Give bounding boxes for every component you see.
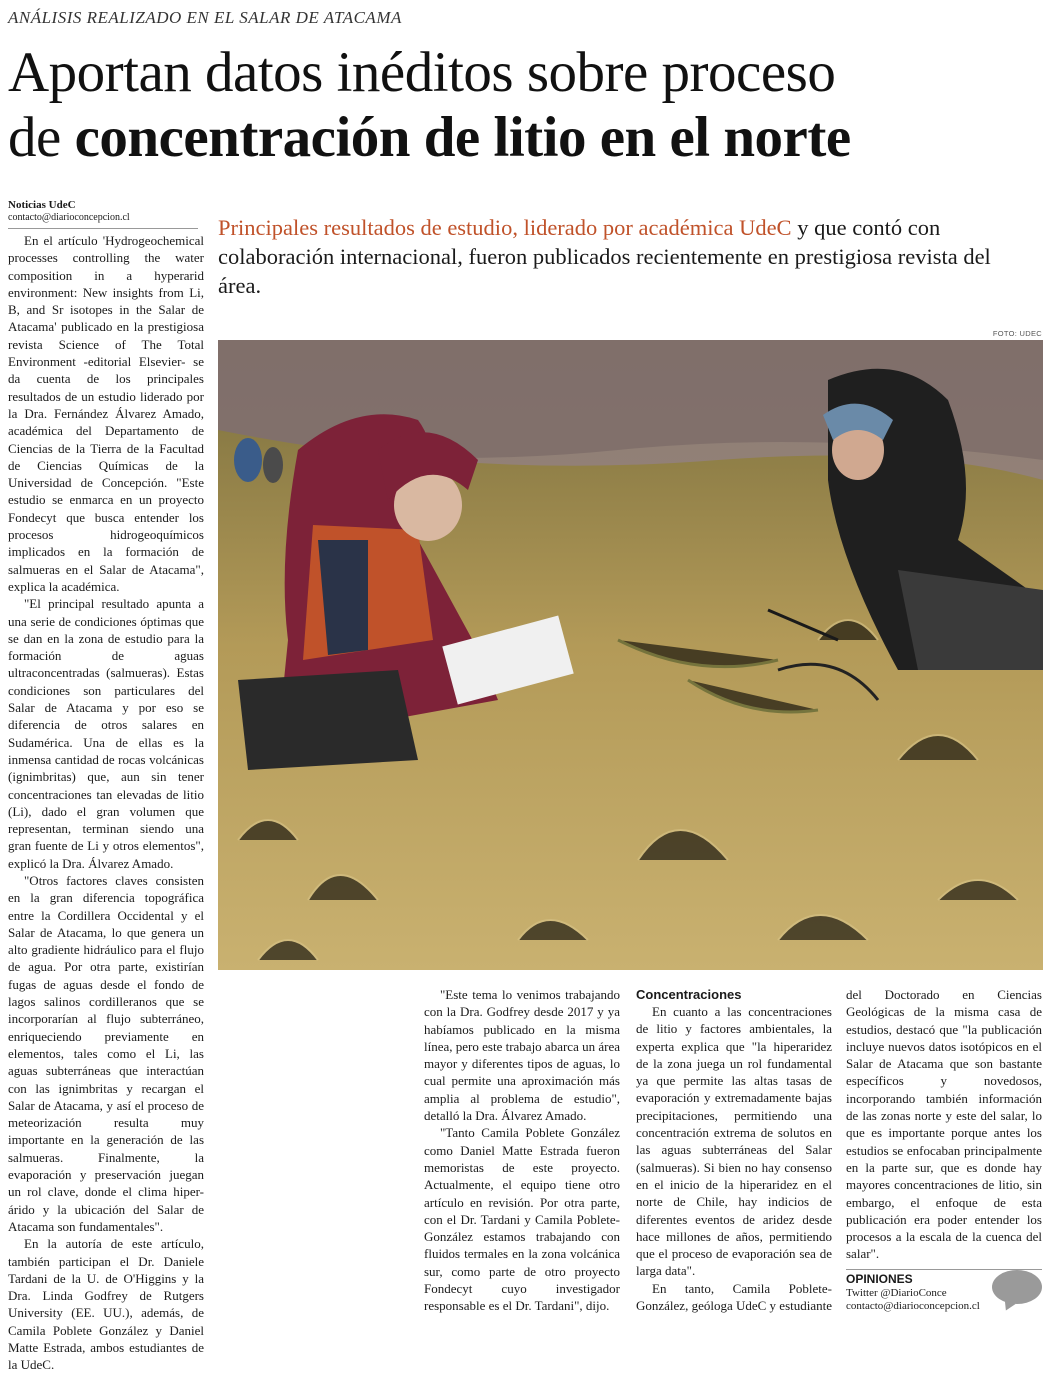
subhead xyxy=(218,213,1038,300)
photo-credit: FOTO: UDEC xyxy=(992,329,1042,338)
col2-paragraph-1: "Este tema lo venimos trabajando con la Dra. Godfrey desde 2017 y ya habíamos publicado en la misma línea, pero este trabajo abarca un área mayor y diferentes tipos de aguas, lo cual permite una aproximación más amplia al problema de estudio", detalló la Dra. Álvarez Amado. xyxy=(424,987,620,1124)
col1-paragraph-1: En el artículo 'Hydrogeochemical processes controlling the water composition in a hyperarid environment: New insights from Li, B, and Sr isotopes in the Salar de Atacama' publicado en la prestigiosa revista Science of The Total Environment -editorial Elsevier- se da cuenta de los principales resultados de un estudio liderado por la Dra. Fernández Álvarez Amado, académica del Departamento de Ciencias de la Tierra de la Facultad de Ciencias Químicas de la Universidad de Concepción. "Este estudio se enmarca en un proyecto Fondecyt que busca entender los procesos hidrogeoquímicos implicados en la formación de salmueras en el Salar de Atacama", explica la académica. xyxy=(8,233,204,594)
headline-line2-bold: concentración de litio en el norte xyxy=(74,106,851,169)
col1-paragraph-2: "El principal resultado apunta a una serie de condiciones óptimas que se dan en la zona de estudio para la formación de aguas ultraconcentradas (salmueras). Estas condiciones son particulares del Salar de Atacama y por eso se diferencia de otros salares en Sudamérica. Una de ellas es la inmensa cantidad de rocas volcánicas (ignimbritas) que, aun sin tener concentraciones tan elevadas de litio (Li), dado el gran volumen que representan, terminan siendo una gran fuente de Li y otros elementos", explicó la Dra. Álvarez Amado. xyxy=(8,596,204,871)
byline xyxy=(8,199,198,229)
subhead-highlight: Principales resultados de estudio, liderado por académica UdeC xyxy=(218,215,792,240)
headline xyxy=(8,40,1048,170)
col1-paragraph-4: En la autoría de este artículo, también participan el Dr. Daniele Tardani de la U. de O'Higgins y la Dra. Linda Godfrey de Rutgers University (EE. UU.), además, de Camila Poblete González y Daniel Matte Estrada, ambos estudiantes de la UdeC. xyxy=(8,1236,204,1373)
byline-author: Noticias UdeC xyxy=(8,199,76,211)
col3-paragraph-1: En cuanto a las concentraciones de litio y factores ambientales, la experta explica que "la hiperaridez de la zona juega un rol fundamental ya que permite las altas tasas de evaporación y extremadamente bajas precipitaciones, permitiendo una concentración extrema de solutos en las aguas subterráneas del Salar (salmueras). Si bien no hay consenso en el inicio de la hiperaridez en el norte de Chile, hay indicios de diferentes eventos de aridez desde hace millones de años, permitiendo que el proceso de evaporación sea de larga data". xyxy=(636,1004,832,1279)
headline-line2-regular: de xyxy=(8,106,75,169)
byline-email: contacto@diarioconcepcion.cl xyxy=(8,212,130,223)
field-researchers-photo xyxy=(218,340,1043,970)
article-column-4 xyxy=(846,986,1042,1263)
col3-paragraph-2: En tanto, Camila Poblete-González, geóloga UdeC y estudiante xyxy=(636,1280,833,1314)
article-column-1 xyxy=(8,232,204,1374)
opinions-twitter[interactable]: Twitter @DiarioConce xyxy=(846,1287,947,1299)
subhead-rest: y que contó con colaboración internacional, fueron publicados recientemente en prestigiosa revista del área. xyxy=(218,215,991,298)
headline-line1: Aportan datos inéditos sobre proceso xyxy=(8,41,836,104)
opinions-email[interactable]: contacto@diarioconcepcion.cl xyxy=(846,1300,980,1312)
col4-paragraph-1: del Doctorado en Ciencias Geológicas de la misma casa de estudios, destacó que "la publicación incluye nuevos datos isotópicos en el Salar de Atacama que son bastante específicos y novedosos, incorporando también información de las zonas norte y este del salar, lo que es importante porque antes los estudios se enfocaban principalmente en la parte sur, que es donde hay mayores concentraciones de litio, sin embargo, el enfoque de esta publicación era poder entender los procesos a la escala de la cuenca del salar". xyxy=(846,987,1042,1262)
speech-bubble-icon xyxy=(992,1270,1042,1304)
article-column-3 xyxy=(636,986,832,1314)
kicker: ANÁLISIS REALIZADO EN EL SALAR DE ATACAMA xyxy=(8,8,402,27)
col1-paragraph-3: "Otros factores claves consisten en la gran diferencia topográfica entre la Cordillera Occidental y el Salar de Atacama, lo que genera un alto gradiente hidráulico para el flujo de agua. Por otra parte, existirían fugas de aguas desde el fondo de lagos salinos cordilleranos que se incorporarían al flujo subterráneo, enriqueciendo previamente en elementos, tales como el Li, las aguas subterráneas que interactúan con las ignimbritas y recargan el Salar de Atacama, y así el proceso de meteorización resulta muy importante en la generación de las salmueras. Finalmente, la evaporación y preservación juegan un rol clave, donde el clima hiper-árido y la ubicación del Salar de Atacama son fundamentales". xyxy=(8,872,204,1234)
article-photo xyxy=(218,340,1043,970)
article-column-2 xyxy=(424,986,620,1315)
section-heading: Concentraciones xyxy=(636,987,742,1002)
col2-paragraph-2: "Tanto Camila Poblete González como Daniel Matte Estrada fueron memoristas de este proyecto. Actualmente, el equipo tiene otro artículo en revisión. Por otra parte, con el Dr. Tardani y Camila Poblete-González estamos trabajando con fluidos termales en la zona volcánica sur, como parte de otro proyecto Fondecyt cuyo investigador responsable es el Dr. Tardani", dijo. xyxy=(424,1125,620,1314)
opinions-title: OPINIONES xyxy=(846,1272,913,1286)
